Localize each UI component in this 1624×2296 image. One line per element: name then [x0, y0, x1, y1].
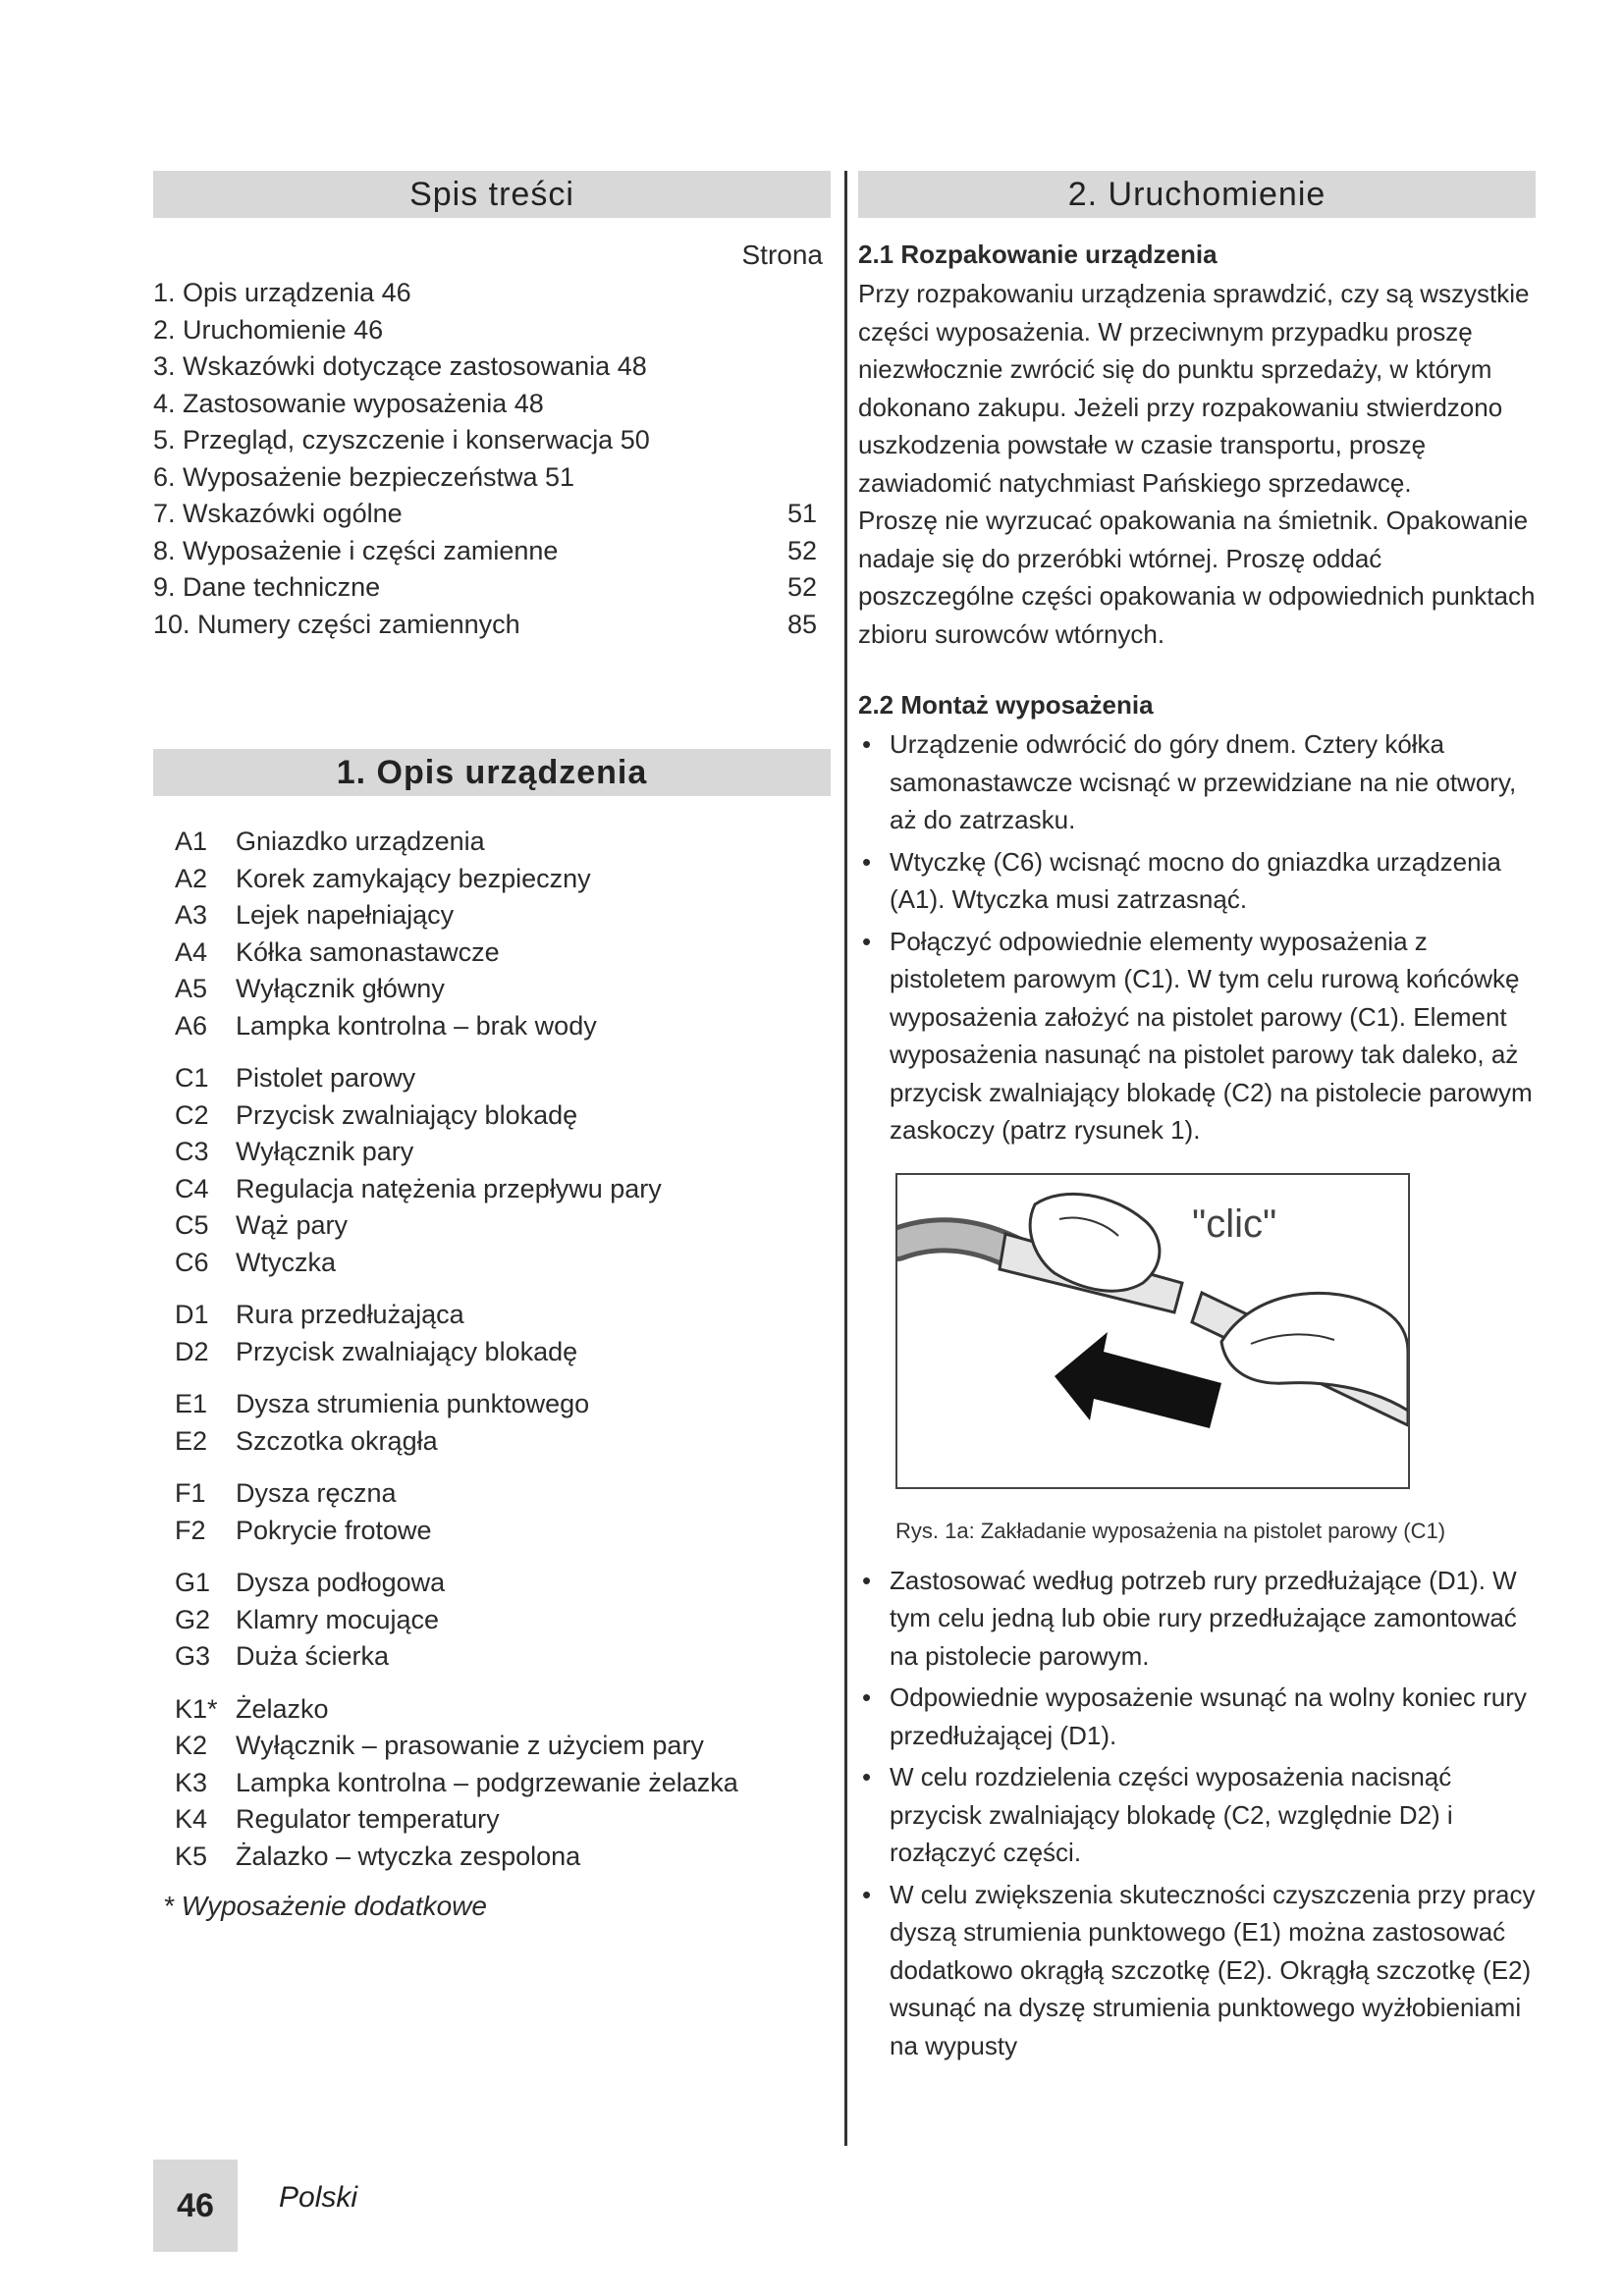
part-code: G1 [175, 1568, 211, 1597]
paragraph: Proszę nie wyrzucać opakowania na śmietnik. Opakowanie nadaje się do przeróbki wtórnej. Proszę oddać poszczególne części opakowania w odpowiednich punktach zbioru surowców wtórnych. [858, 506, 1536, 649]
subsection-2-2 [858, 686, 1536, 2064]
toc-item-label: 10. Numery części zamiennych [153, 609, 520, 639]
part-code: A4 [175, 936, 208, 967]
part-group [175, 824, 831, 1044]
part-label: Lejek napełniający [236, 900, 455, 930]
part-row [175, 1060, 831, 1097]
part-row [175, 1423, 831, 1461]
part-row [175, 1513, 831, 1550]
part-code: C3 [175, 1137, 209, 1166]
toc-item-label: 2. Uruchomienie 46 [153, 314, 384, 345]
part-row [175, 1801, 831, 1839]
toc-item [153, 496, 831, 533]
part-label: Wyłącznik – prasowanie z użyciem pary [236, 1731, 704, 1760]
bullet-item: • Połączyć odpowiednie elementy wyposażenia z pistoletem parowym (C1). W tym celu rurową końcówkę wyposażenia założyć na pistolet parowy (C1). Element wyposażenia nasunąć na pistolet parowy tak daleko, aż przycisk zwalniający blokadę (C2) na pistolecie parowym zaskoczy (patrz rysunek 1). [858, 923, 1536, 1149]
toc-item [153, 459, 831, 497]
toc-item [153, 348, 831, 386]
part-label: Gniazdko urządzenia [236, 827, 485, 856]
part-label: Korek zamykający bezpieczny [236, 863, 591, 893]
toc-item-label: 7. Wskazówki ogólne [153, 499, 403, 528]
part-label: Żalazko – wtyczka zespolona [236, 1841, 581, 1871]
toc-page-header: Strona [741, 240, 823, 270]
part-code: K1* [175, 1693, 218, 1724]
toc-item-label: 8. Wyposażenie i części zamienne [153, 535, 559, 565]
toc-item [153, 312, 831, 349]
toc-item-label: 4. Zastosowanie wyposażenia 48 [153, 388, 544, 418]
bullet-item: • Urządzenie odwrócić do góry dnem. Cztery kółka samonastawcze wcisnąć w przewidziane na nie otwory, aż do zatrzasku. [858, 725, 1536, 839]
bullet-item: • Zastosować według potrzeb rury przedłużające (D1). W tym celu jedną lub obie rury przedłużające zamontować na pistolecie parowym. [858, 1562, 1536, 1676]
part-label: Dysza strumienia punktowego [236, 1389, 590, 1418]
paragraph: Przy rozpakowaniu urządzenia sprawdzić, czy są wszystkie części wyposażenia. W przeciwnym przypadku proszę niezwłocznie zwrócić się do punktu sprzedaży, w którym dokonano zakupu. Jeżeli przy rozpakowaniu stwierdzono uszkodzenia powstałe w czasie transportu, proszę zawiadomić natychmiast Pańskiego sprzedawcę. [858, 279, 1530, 498]
page-number: 46 [177, 2187, 214, 2224]
part-label: Regulacja natężenia przepływu pary [236, 1173, 662, 1203]
subsection-2-2-title: 2.2 Montaż wyposażenia [858, 690, 1154, 720]
part-code: C4 [175, 1173, 209, 1203]
part-code: F2 [175, 1515, 206, 1545]
page-number-box [153, 2160, 238, 2252]
toc-item [153, 386, 831, 423]
part-row [175, 1728, 831, 1765]
part-label: Wtyczka [236, 1247, 337, 1277]
part-label: Wyłącznik pary [236, 1137, 414, 1166]
toc-item [153, 569, 831, 607]
part-row [175, 1691, 831, 1729]
part-code: K2 [175, 1731, 208, 1760]
part-label: Wąż pary [236, 1210, 349, 1240]
bullet-list [858, 1562, 1536, 2065]
column-divider [844, 171, 847, 2146]
figure-clic-label: "clic" [1192, 1201, 1277, 1246]
bullet-item: • Wtyczkę (C6) wcisnąć mocno do gniazdka urządzenia (A1). Wtyczka musi zatrzasnąć. [858, 843, 1536, 919]
part-row [175, 1334, 831, 1371]
part-label: Klamry mocujące [236, 1604, 440, 1634]
part-code: K5 [175, 1841, 208, 1871]
hands-illustration [897, 1175, 1408, 1487]
part-group [175, 1297, 831, 1370]
toc-item-label: 5. Przegląd, czyszczenie i konserwacja 50 [153, 425, 650, 454]
part-code: D2 [175, 1336, 209, 1366]
toc-title: Spis treści [153, 171, 831, 218]
subsection-2-1-title: 2.1 Rozpakowanie urządzenia [858, 240, 1218, 269]
part-group [175, 1565, 831, 1676]
parts-footnote: * Wyposażenie dodatkowe [163, 1891, 487, 1921]
part-label: Żelazko [236, 1693, 329, 1724]
part-label: Wyłącznik główny [236, 974, 445, 1003]
part-label: Pistolet parowy [236, 1063, 416, 1093]
part-label: Dysza podłogowa [236, 1568, 446, 1597]
part-row [175, 1134, 831, 1171]
left-column [153, 171, 831, 1922]
language-label: Polski [279, 2181, 358, 2214]
part-row [175, 1297, 831, 1334]
toc-item-page: 52 [786, 572, 817, 602]
part-label: Dysza ręczna [236, 1478, 397, 1508]
part-row [175, 1839, 831, 1876]
part-label: Przycisk zwalniający blokadę [236, 1336, 578, 1366]
part-group [175, 1475, 831, 1549]
part-code: E1 [175, 1389, 208, 1418]
toc-item-label: 6. Wyposażenie bezpieczeństwa 51 [153, 461, 575, 492]
part-code: A2 [175, 863, 208, 893]
right-column [858, 167, 1536, 2068]
part-code: A1 [175, 827, 208, 856]
part-row [175, 1008, 831, 1045]
part-row [175, 897, 831, 934]
part-code: G3 [175, 1641, 211, 1671]
subsection-2-1 [858, 236, 1536, 653]
part-label: Szczotka okrągła [236, 1425, 438, 1456]
toc-item [153, 607, 831, 644]
section2-title: 2. Uruchomienie [858, 171, 1536, 218]
toc-item [153, 275, 831, 312]
part-row [175, 1386, 831, 1423]
part-code: A5 [175, 974, 208, 1003]
part-code: C1 [175, 1063, 209, 1093]
section1-title: 1. Opis urządzenia [153, 749, 831, 796]
part-code: G2 [175, 1604, 211, 1634]
figure-caption: Rys. 1a: Zakładanie wyposażenia na pistolet parowy (C1) [895, 1518, 1446, 1543]
toc-item-label: 3. Wskazówki dotyczące zastosowania 48 [153, 351, 647, 381]
part-label: Regulator temperatury [236, 1804, 500, 1834]
part-code: D1 [175, 1300, 209, 1329]
figure-attach-accessory [895, 1173, 1410, 1489]
part-row [175, 824, 831, 861]
part-code: C6 [175, 1247, 209, 1277]
part-row [175, 1207, 831, 1245]
part-code: F1 [175, 1478, 206, 1508]
part-row [175, 1602, 831, 1639]
toc-item-page: 52 [786, 535, 817, 565]
bullet-item: • W celu zwiększenia skuteczności czyszczenia przy pracy dyszą strumienia punktowego (E1) można zastosować dodatkowo okrągłą szczotkę (E2). Okrągłą szczotkę (E2) wsunąć na dyszę strumienia punktowego wyżłobieniami na wypusty [858, 1876, 1536, 2065]
part-row [175, 1097, 831, 1135]
part-code: C2 [175, 1099, 209, 1130]
part-code: E2 [175, 1425, 208, 1456]
part-group [175, 1386, 831, 1460]
part-label: Rura przedłużająca [236, 1300, 464, 1329]
part-row [175, 861, 831, 898]
part-code: A3 [175, 900, 208, 930]
bullet-item: • Odpowiednie wyposażenie wsunąć na wolny koniec rury przedłużającej (D1). [858, 1679, 1536, 1754]
part-label: Lampka kontrolna – podgrzewanie żelazka [236, 1767, 738, 1797]
part-row [175, 1245, 831, 1282]
toc-list [153, 275, 831, 643]
part-row [175, 934, 831, 972]
part-label: Pokrycie frotowe [236, 1515, 432, 1545]
part-label: Przycisk zwalniający blokadę [236, 1099, 578, 1130]
part-code: A6 [175, 1010, 208, 1041]
part-row [175, 1171, 831, 1208]
part-group [175, 1691, 831, 1876]
part-row [175, 1638, 831, 1676]
part-row [175, 1765, 831, 1802]
part-row [175, 1565, 831, 1602]
part-group [175, 1060, 831, 1281]
bullet-item: • W celu rozdzielenia części wyposażenia nacisnąć przycisk zwalniający blokadę (C2, względnie D2) i rozłączyć części. [858, 1758, 1536, 1872]
toc-item [153, 422, 831, 459]
part-code: C5 [175, 1210, 209, 1240]
part-code: K4 [175, 1804, 208, 1834]
part-label: Kółka samonastawcze [236, 936, 500, 967]
bullet-list [858, 725, 1536, 1149]
toc-item-label: 9. Dane techniczne [153, 572, 381, 602]
part-label: Duża ścierka [236, 1641, 390, 1671]
toc-item-page: 51 [786, 499, 817, 528]
part-label: Lampka kontrolna – brak wody [236, 1010, 597, 1041]
toc-item-label: 1. Opis urządzenia 46 [153, 278, 411, 307]
part-row [175, 1475, 831, 1513]
part-row [175, 971, 831, 1008]
parts-list [153, 824, 831, 1875]
toc-item-page: 85 [786, 609, 817, 639]
toc-item [153, 533, 831, 570]
part-code: K3 [175, 1767, 208, 1797]
